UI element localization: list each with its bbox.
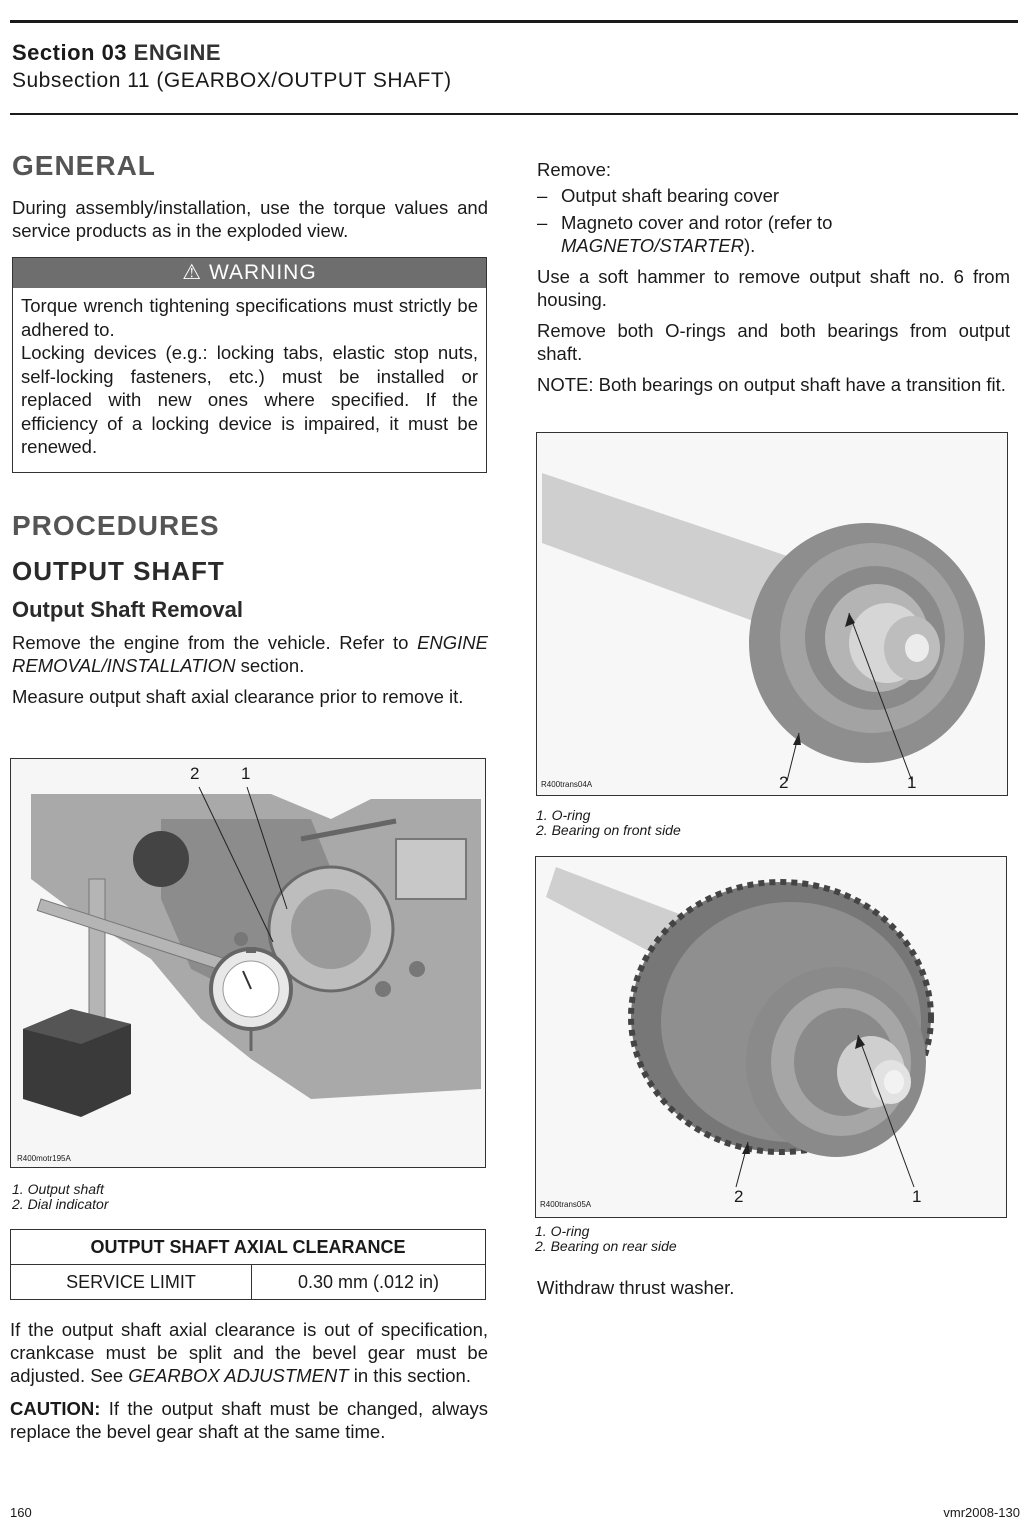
out-of-spec-paragraph: If the output shaft axial clearance is out of specification, crankcase must be split and the bevel gear must be adjusted. See GEARBOX ADJUSTMENT in this section. xyxy=(10,1319,488,1386)
figure-front-bearing xyxy=(536,432,1008,796)
magneto-starter-reference: MAGNETO/STARTER xyxy=(561,235,744,256)
table-label-cell: SERVICE LIMIT xyxy=(11,1265,252,1300)
procedures-heading: PROCEDURES xyxy=(12,510,220,541)
remove-label: Remove: xyxy=(537,159,612,180)
fig3-code: R400trans05A xyxy=(540,1200,592,1209)
page-number: 160 xyxy=(10,1505,32,1520)
remove-engine-paragraph: Remove the engine from the vehicle. Refer to ENGINE REMOVAL/INSTALLATION section. xyxy=(12,632,488,676)
warning-text: Torque wrench tightening specifications must strictly be adhered to. Locking devices (e.g.: locking tabs, elastic stop nuts, self-locking fasteners, etc.) must be installed or replaced with new ones where specified. If the efficiency of a locking device is impaired, it must be renewed. xyxy=(21,295,478,457)
fig2-code: R400trans04A xyxy=(541,780,593,789)
general-intro: During assembly/installation, use the torque values and service products as in the exploded view. xyxy=(12,197,488,241)
note-paragraph: NOTE: Both bearings on output shaft have a transition fit. xyxy=(537,374,1006,395)
procedures-block xyxy=(12,510,488,708)
output-shaft-heading: OUTPUT SHAFT xyxy=(12,556,225,586)
figure-rear-bearing xyxy=(535,856,1007,1218)
axial-clearance-table xyxy=(10,1229,486,1300)
front-bearing-illustration xyxy=(537,433,1007,795)
top-rule xyxy=(10,20,1018,23)
table-title: OUTPUT SHAFT AXIAL CLEARANCE xyxy=(11,1230,486,1265)
fig2-callout-2: 2 xyxy=(779,773,789,792)
section-title: Section 03 ENGINE xyxy=(12,40,222,65)
remove-list xyxy=(537,184,1010,257)
list-item: – Magneto cover and rotor (refer to MAGNETO/STARTER). xyxy=(537,211,1010,257)
warning-box xyxy=(12,257,487,473)
warning-title-bar: ⚠ WARNING xyxy=(13,258,486,288)
fig1-callout-1: 1 xyxy=(241,764,251,783)
fig3-caption: 1. O-ring 2. Bearing on rear side xyxy=(535,1223,677,1254)
fig1-caption: 1. Output shaft 2. Dial indicator xyxy=(12,1181,109,1212)
list-item: – Output shaft bearing cover xyxy=(537,184,1010,207)
fig2-callout-1: 1 xyxy=(907,773,917,792)
soft-hammer-paragraph: Use a soft hammer to remove output shaft no. 6 from housing. xyxy=(537,266,1010,310)
fig2-caption: 1. O-ring 2. Bearing on front side xyxy=(536,807,681,838)
fig3-callout-1: 1 xyxy=(912,1187,922,1206)
rear-bearing-illustration xyxy=(536,857,1006,1217)
dial-indicator-illustration xyxy=(11,759,485,1167)
engine-removal-reference: ENGINE REMOVAL/INSTALLATION xyxy=(12,632,488,676)
header-rule xyxy=(10,113,1018,115)
fig1-code: R400motr195A xyxy=(17,1154,71,1163)
left-column xyxy=(12,150,488,242)
removal-heading: Output Shaft Removal xyxy=(12,597,244,622)
warning-triangle-icon: ⚠ xyxy=(182,261,203,284)
table-value-cell: 0.30 mm (.012 in) xyxy=(252,1265,486,1300)
fig3-callout-2: 2 xyxy=(734,1187,744,1206)
withdraw-paragraph: Withdraw thrust washer. xyxy=(537,1277,735,1298)
fig1-callout-2: 2 xyxy=(190,764,200,783)
subsection-title: Subsection 11 (GEARBOX/OUTPUT SHAFT) xyxy=(12,69,452,92)
after-table-block xyxy=(10,1318,488,1443)
caution-paragraph: CAUTION: If the output shaft must be changed, always replace the bevel gear shaft at the same time. xyxy=(10,1398,488,1442)
figure-dial-indicator xyxy=(10,758,486,1168)
measure-paragraph: Measure output shaft axial clearance prior to remove it. xyxy=(12,686,464,707)
right-column xyxy=(537,158,1010,396)
general-heading: GENERAL xyxy=(12,150,156,181)
gearbox-adjustment-reference: GEARBOX ADJUSTMENT xyxy=(128,1365,349,1386)
remove-orings-paragraph: Remove both O-rings and both bearings from output shaft. xyxy=(537,320,1010,364)
document-id: vmr2008-130 xyxy=(943,1505,1020,1520)
